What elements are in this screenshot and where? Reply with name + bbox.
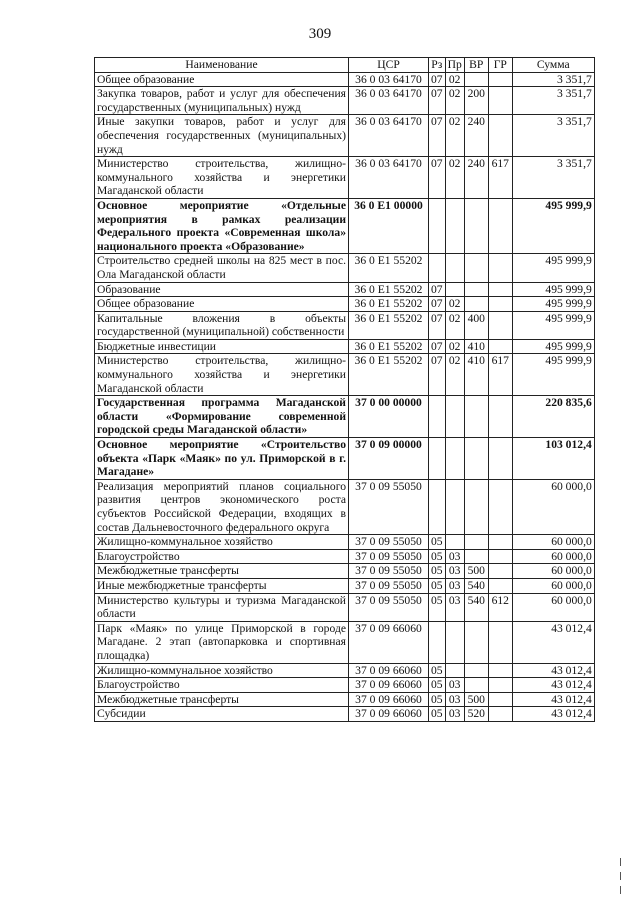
- cell-csr: 36 0 E1 55202: [349, 282, 429, 297]
- table-row: [95, 87, 595, 115]
- cell-name: Межбюджетные трансферты: [95, 692, 349, 707]
- cell-vr: 410: [464, 354, 488, 396]
- table-row: [95, 254, 595, 282]
- cell-sum: 60 000,0: [512, 535, 594, 550]
- cell-csr: 37 0 09 55050: [349, 593, 429, 621]
- table-row: [95, 549, 595, 564]
- table-row: [95, 479, 595, 534]
- cell-pr: [445, 438, 464, 480]
- cell-vr: 240: [464, 115, 488, 157]
- cell-vr: [464, 535, 488, 550]
- header-rz: Рз: [429, 58, 446, 73]
- cell-pr: 03: [445, 707, 464, 722]
- cell-rz: [429, 621, 446, 663]
- cell-rz: [429, 254, 446, 282]
- cell-sum: 495 999,9: [512, 339, 594, 354]
- cell-csr: 36 0 E1 55202: [349, 297, 429, 312]
- cell-csr: 36 0 E1 55202: [349, 339, 429, 354]
- table-row: [95, 115, 595, 157]
- cell-name: Жилищно-коммунальное хозяйство: [95, 663, 349, 678]
- cell-sum: 60 000,0: [512, 549, 594, 564]
- cell-rz: 07: [429, 354, 446, 396]
- cell-gr: [488, 87, 512, 115]
- cell-gr: [488, 115, 512, 157]
- cell-vr: [464, 549, 488, 564]
- cell-pr: [445, 396, 464, 438]
- cell-pr: 03: [445, 578, 464, 593]
- cell-rz: 07: [429, 115, 446, 157]
- cell-name: Иные межбюджетные трансферты: [95, 578, 349, 593]
- table-header-row: [95, 58, 595, 73]
- cell-rz: 05: [429, 663, 446, 678]
- cell-pr: [445, 254, 464, 282]
- cell-pr: 02: [445, 339, 464, 354]
- cell-rz: 05: [429, 564, 446, 579]
- cell-name: Реализация мероприятий планов социального развития центров экономического роста субъектов Российской Федерации, входящих в состав Дальневосточного федерального округа: [95, 479, 349, 534]
- table-row: [95, 564, 595, 579]
- cell-csr: 37 0 09 66060: [349, 707, 429, 722]
- cell-csr: 37 0 00 00000: [349, 396, 429, 438]
- table-row: [95, 198, 595, 253]
- cell-rz: [429, 198, 446, 253]
- cell-vr: 540: [464, 593, 488, 621]
- cell-gr: [488, 311, 512, 339]
- cell-name: Иные закупки товаров, работ и услуг для обеспечения государственных (муниципальных) нужд: [95, 115, 349, 157]
- cell-rz: 07: [429, 157, 446, 199]
- cell-sum: 60 000,0: [512, 479, 594, 534]
- cell-gr: [488, 72, 512, 87]
- cell-gr: [488, 198, 512, 253]
- cell-name: Благоустройство: [95, 549, 349, 564]
- cell-csr: 37 0 09 55050: [349, 564, 429, 579]
- cell-csr: 36 0 03 64170: [349, 72, 429, 87]
- cell-sum: 495 999,9: [512, 254, 594, 282]
- cell-rz: [429, 479, 446, 534]
- cell-csr: 37 0 09 00000: [349, 438, 429, 480]
- header-gr: ГР: [488, 58, 512, 73]
- cell-vr: [464, 479, 488, 534]
- cell-gr: [488, 707, 512, 722]
- cell-rz: 07: [429, 297, 446, 312]
- cell-sum: 495 999,9: [512, 297, 594, 312]
- cell-pr: 03: [445, 678, 464, 693]
- cell-sum: 495 999,9: [512, 311, 594, 339]
- cell-sum: 495 999,9: [512, 282, 594, 297]
- cell-vr: [464, 396, 488, 438]
- cell-vr: [464, 297, 488, 312]
- page-number: 309: [308, 26, 332, 42]
- cell-name: Закупка товаров, работ и услуг для обеспечения государственных (муниципальных) нужд: [95, 87, 349, 115]
- cell-gr: [488, 297, 512, 312]
- cell-vr: [464, 254, 488, 282]
- cell-vr: 240: [464, 157, 488, 199]
- cell-name: Общее образование: [95, 297, 349, 312]
- cell-csr: 36 0 E1 00000: [349, 198, 429, 253]
- table-row: [95, 535, 595, 550]
- table-row: [95, 621, 595, 663]
- cell-name: Государственная программа Магаданской области «Формирование современной городской среды Магаданской области»: [95, 396, 349, 438]
- cell-pr: 03: [445, 549, 464, 564]
- cell-name: Министерство культуры и туризма Магаданской области: [95, 593, 349, 621]
- cell-rz: 05: [429, 593, 446, 621]
- cell-sum: 220 835,6: [512, 396, 594, 438]
- cell-gr: [488, 549, 512, 564]
- table-row: [95, 593, 595, 621]
- cell-sum: 103 012,4: [512, 438, 594, 480]
- cell-gr: 617: [488, 157, 512, 199]
- cell-rz: 07: [429, 339, 446, 354]
- cell-pr: 02: [445, 115, 464, 157]
- cell-rz: 05: [429, 707, 446, 722]
- cell-name: Основное мероприятие «Строительство объекта «Парк «Маяк» по ул. Приморской в г. Магадане»: [95, 438, 349, 480]
- cell-pr: [445, 282, 464, 297]
- cell-csr: 36 0 E1 55202: [349, 354, 429, 396]
- table-body: [95, 72, 595, 721]
- cell-gr: [488, 438, 512, 480]
- cell-name: Капитальные вложения в объекты государственной (муниципальной) собственности: [95, 311, 349, 339]
- header-pr: Пр: [445, 58, 464, 73]
- cell-gr: [488, 678, 512, 693]
- cell-sum: 60 000,0: [512, 578, 594, 593]
- cell-csr: 37 0 09 55050: [349, 535, 429, 550]
- cell-pr: [445, 198, 464, 253]
- cell-sum: 3 351,7: [512, 72, 594, 87]
- cell-pr: 02: [445, 72, 464, 87]
- cell-sum: 60 000,0: [512, 593, 594, 621]
- cell-name: Благоустройство: [95, 678, 349, 693]
- table-row: [95, 438, 595, 480]
- cell-vr: 200: [464, 87, 488, 115]
- cell-csr: 37 0 09 55050: [349, 578, 429, 593]
- table-row: [95, 692, 595, 707]
- table-row: [95, 354, 595, 396]
- table-row: [95, 339, 595, 354]
- cell-name: Парк «Маяк» по улице Приморской в городе Магадане. 2 этап (автопарковка и спортивная площадка): [95, 621, 349, 663]
- cell-name: Субсидии: [95, 707, 349, 722]
- cell-vr: [464, 198, 488, 253]
- cell-rz: 05: [429, 692, 446, 707]
- cell-name: Министерство строительства, жилищно-коммунального хозяйства и энергетики Магаданской области: [95, 354, 349, 396]
- cell-sum: 3 351,7: [512, 87, 594, 115]
- cell-name: Строительство средней школы на 825 мест в пос. Ола Магаданской области: [95, 254, 349, 282]
- cell-name: Бюджетные инвестиции: [95, 339, 349, 354]
- cell-sum: 3 351,7: [512, 157, 594, 199]
- cell-pr: 03: [445, 593, 464, 621]
- cell-gr: [488, 282, 512, 297]
- cell-sum: 43 012,4: [512, 692, 594, 707]
- cell-vr: [464, 621, 488, 663]
- cell-gr: 612: [488, 593, 512, 621]
- cell-csr: 37 0 09 66060: [349, 692, 429, 707]
- cell-vr: 500: [464, 692, 488, 707]
- cell-rz: 07: [429, 72, 446, 87]
- table-row: [95, 663, 595, 678]
- cell-gr: [488, 578, 512, 593]
- cell-name: Министерство строительства, жилищно-коммунального хозяйства и энергетики Магаданской области: [95, 157, 349, 199]
- cell-vr: 540: [464, 578, 488, 593]
- cell-sum: 3 351,7: [512, 115, 594, 157]
- cell-gr: [488, 535, 512, 550]
- cell-rz: 07: [429, 311, 446, 339]
- cell-vr: 400: [464, 311, 488, 339]
- cell-name: Межбюджетные трансферты: [95, 564, 349, 579]
- cell-vr: [464, 438, 488, 480]
- cell-sum: 43 012,4: [512, 621, 594, 663]
- cell-pr: 02: [445, 311, 464, 339]
- cell-pr: 02: [445, 297, 464, 312]
- cell-sum: 495 999,9: [512, 198, 594, 253]
- cell-gr: [488, 339, 512, 354]
- cell-vr: [464, 282, 488, 297]
- table-row: [95, 157, 595, 199]
- cell-csr: 37 0 09 55050: [349, 479, 429, 534]
- cell-csr: 37 0 09 66060: [349, 678, 429, 693]
- edge-marks: [620, 858, 624, 898]
- cell-pr: 03: [445, 564, 464, 579]
- cell-sum: 43 012,4: [512, 707, 594, 722]
- cell-rz: 05: [429, 549, 446, 564]
- table-row: [95, 72, 595, 87]
- table-row: [95, 678, 595, 693]
- cell-gr: [488, 564, 512, 579]
- cell-name: Образование: [95, 282, 349, 297]
- cell-gr: [488, 254, 512, 282]
- cell-vr: [464, 72, 488, 87]
- cell-csr: 37 0 09 66060: [349, 621, 429, 663]
- cell-rz: [429, 396, 446, 438]
- cell-gr: [488, 621, 512, 663]
- table-row: [95, 578, 595, 593]
- cell-vr: [464, 678, 488, 693]
- cell-rz: 07: [429, 87, 446, 115]
- cell-pr: 02: [445, 157, 464, 199]
- cell-name: Основное мероприятие «Отдельные мероприятия в рамках реализации Федерального проекта «Современная школа» национального проекта «Образование»: [95, 198, 349, 253]
- cell-pr: [445, 479, 464, 534]
- header-vr: ВР: [464, 58, 488, 73]
- cell-vr: [464, 663, 488, 678]
- cell-csr: 36 0 03 64170: [349, 115, 429, 157]
- cell-csr: 37 0 09 66060: [349, 663, 429, 678]
- cell-pr: [445, 621, 464, 663]
- header-csr: ЦСР: [349, 58, 429, 73]
- cell-gr: [488, 692, 512, 707]
- cell-pr: 03: [445, 692, 464, 707]
- cell-name: Общее образование: [95, 72, 349, 87]
- header-name: Наименование: [95, 58, 349, 73]
- cell-gr: 617: [488, 354, 512, 396]
- cell-pr: [445, 663, 464, 678]
- cell-rz: [429, 438, 446, 480]
- cell-csr: 36 0 E1 55202: [349, 254, 429, 282]
- cell-rz: 05: [429, 578, 446, 593]
- cell-sum: 60 000,0: [512, 564, 594, 579]
- cell-gr: [488, 396, 512, 438]
- cell-rz: 07: [429, 282, 446, 297]
- cell-sum: 43 012,4: [512, 678, 594, 693]
- cell-vr: 500: [464, 564, 488, 579]
- cell-gr: [488, 663, 512, 678]
- cell-vr: 410: [464, 339, 488, 354]
- cell-vr: 520: [464, 707, 488, 722]
- cell-csr: 36 0 03 64170: [349, 157, 429, 199]
- cell-rz: 05: [429, 535, 446, 550]
- cell-pr: 02: [445, 87, 464, 115]
- table-row: [95, 282, 595, 297]
- budget-table: [94, 57, 595, 722]
- table-row: [95, 311, 595, 339]
- cell-sum: 495 999,9: [512, 354, 594, 396]
- cell-pr: 02: [445, 354, 464, 396]
- cell-name: Жилищно-коммунальное хозяйство: [95, 535, 349, 550]
- cell-sum: 43 012,4: [512, 663, 594, 678]
- cell-csr: 36 0 03 64170: [349, 87, 429, 115]
- table-row: [95, 297, 595, 312]
- table-row: [95, 707, 595, 722]
- cell-rz: 05: [429, 678, 446, 693]
- cell-pr: [445, 535, 464, 550]
- header-sum: Сумма: [512, 58, 594, 73]
- cell-csr: 37 0 09 55050: [349, 549, 429, 564]
- cell-gr: [488, 479, 512, 534]
- cell-csr: 36 0 E1 55202: [349, 311, 429, 339]
- table-row: [95, 396, 595, 438]
